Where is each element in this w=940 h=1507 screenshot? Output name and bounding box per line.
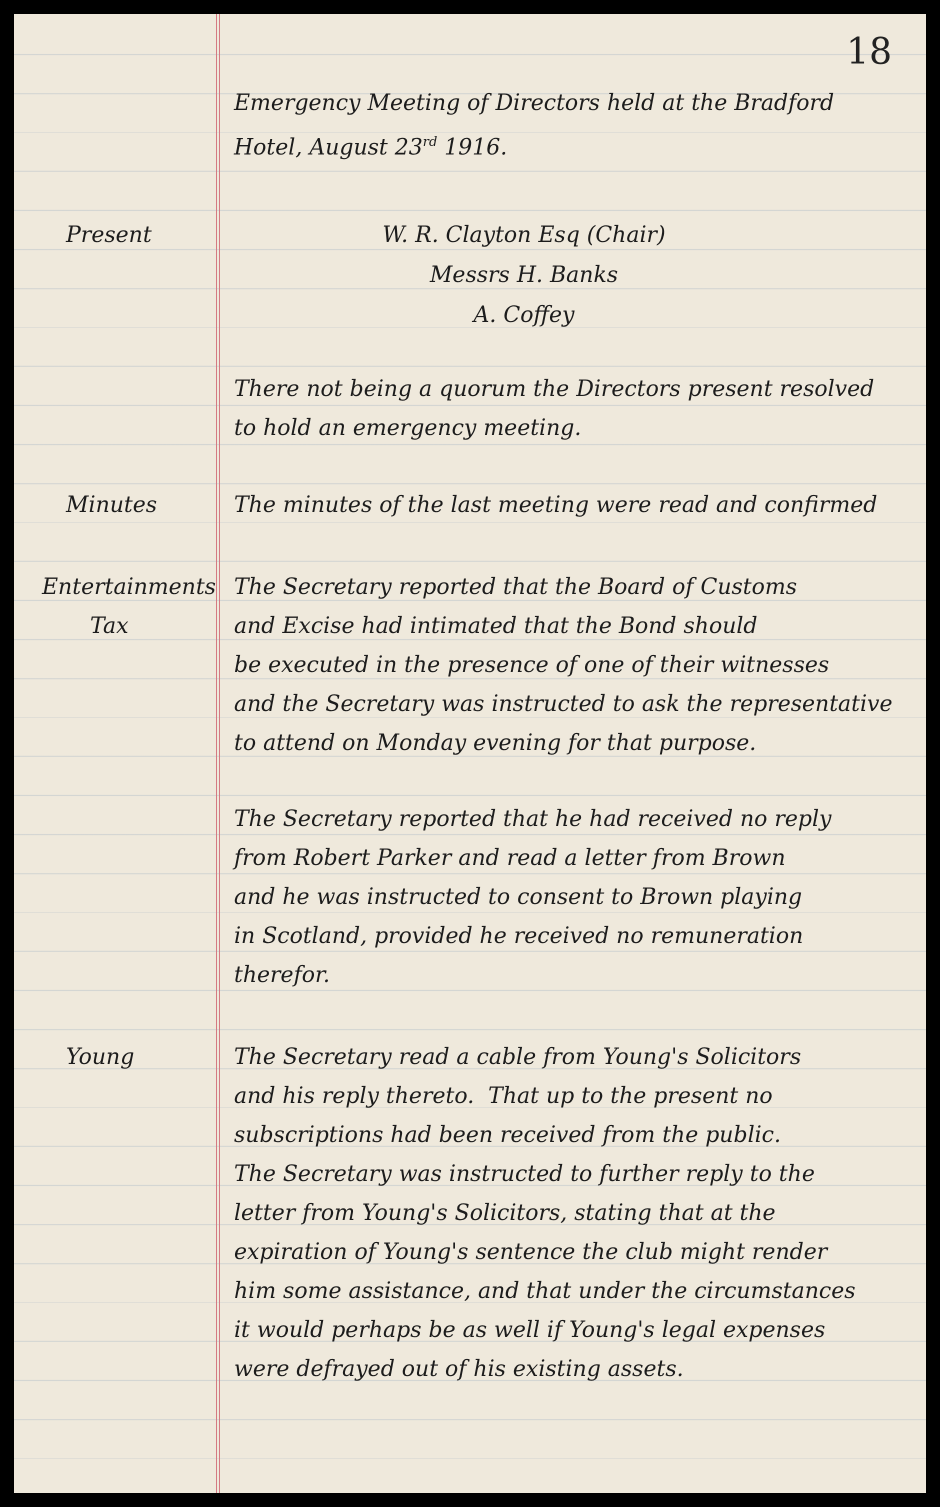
meeting-heading: [234, 84, 834, 167]
label-line-1: Entertainments: [42, 575, 216, 600]
text-line: The Secretary reported that he had received no reply: [234, 807, 832, 832]
minutes-label: Minutes: [66, 493, 158, 518]
margin-rule-inner: [219, 14, 220, 1493]
text-line: be executed in the presence of one of their witnesses: [234, 653, 830, 678]
young-paragraph: [234, 1038, 856, 1389]
heading-line-2-prefix: Hotel, August 23: [234, 135, 423, 161]
minutes-paragraph: The minutes of the last meeting were read and confirmed: [234, 493, 878, 518]
text-line: subscriptions had been received from the public.: [234, 1123, 781, 1148]
page-number: 18: [846, 32, 892, 73]
text-line: The Secretary was instructed to further reply to the: [234, 1162, 815, 1187]
text-line: him some assistance, and that under the circumstances: [234, 1279, 856, 1304]
text-line: letter from Young's Solicitors, stating that at the: [234, 1201, 776, 1226]
text-line: to attend on Monday evening for that purpose.: [234, 731, 757, 756]
text-line: it would perhaps be as well if Young's legal expenses: [234, 1318, 826, 1343]
text-line: There not being a quorum the Directors present resolved: [234, 377, 875, 402]
text-line: therefor.: [234, 963, 331, 988]
text-line: from Robert Parker and read a letter from Brown: [234, 846, 786, 871]
text-line: and his reply thereto. That up to the present no: [234, 1084, 773, 1109]
brown-paragraph: [234, 800, 831, 995]
present-label: Present: [66, 223, 152, 248]
text-line: and the Secretary was instructed to ask the representative: [234, 692, 893, 717]
entertainments-tax-label: [42, 568, 216, 646]
entertainments-tax-paragraph: [234, 568, 893, 763]
text-line: The Secretary reported that the Board of Customs: [234, 575, 798, 600]
present-member-1: Messrs H. Banks: [429, 263, 619, 288]
text-line: in Scotland, provided he received no remuneration: [234, 924, 804, 949]
quorum-paragraph: [234, 370, 874, 448]
present-member-2: A. Coffey: [473, 303, 575, 328]
minute-book-page: [14, 14, 926, 1493]
text-line: to hold an emergency meeting.: [234, 416, 582, 441]
margin-rule: [216, 14, 217, 1493]
text-line: and Excise had intimated that the Bond should: [234, 614, 758, 639]
label-line-2: Tax: [90, 614, 129, 639]
text-line: expiration of Young's sentence the club might render: [234, 1240, 828, 1265]
text-line: and he was instructed to consent to Brown playing: [234, 885, 803, 910]
text-line: were defrayed out of his existing assets.: [234, 1357, 684, 1382]
heading-line-1: Emergency Meeting of Directors held at the Bradford: [234, 91, 835, 116]
heading-line-2-suffix: 1916.: [437, 135, 508, 161]
heading-date-suffix: rd: [422, 135, 438, 150]
text-line: The Secretary read a cable from Young's Solicitors: [234, 1045, 802, 1070]
young-label: Young: [66, 1045, 135, 1070]
present-chair: W. R. Clayton Esq (Chair): [382, 223, 666, 248]
